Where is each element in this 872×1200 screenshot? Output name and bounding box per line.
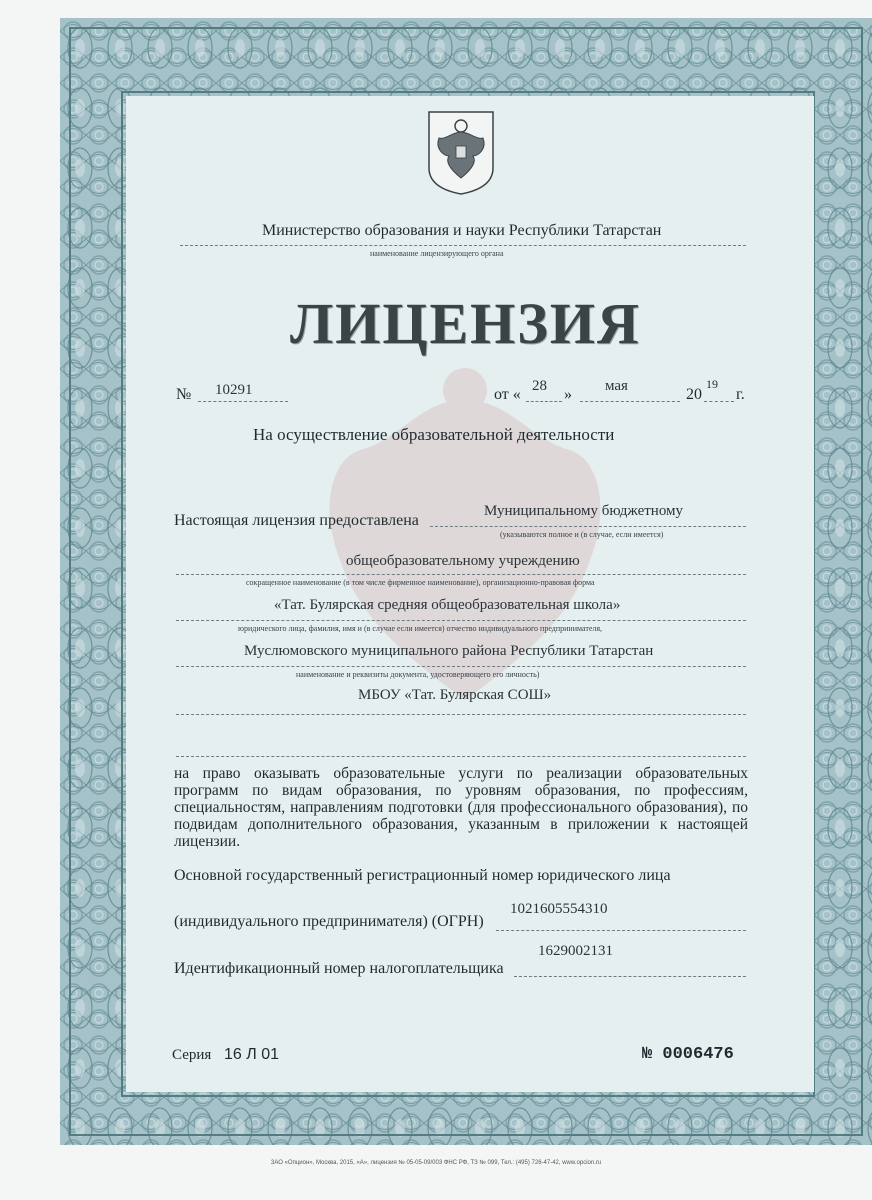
org-name-line3: «Тат. Булярская средняя общеобразовательная школа»: [274, 597, 621, 613]
blank-underline: [176, 756, 746, 757]
inn-value: 1629002131: [538, 943, 613, 959]
caption-2: сокращенное наименование (в том числе фирменное наименование), организационно-правовая форма: [246, 578, 595, 587]
inn-underline: [514, 976, 746, 977]
granted-label: Настоящая лицензия предоставлена: [174, 512, 419, 529]
license-subject: На осуществление образовательной деятельности: [253, 425, 615, 444]
date-close: »: [564, 386, 572, 403]
date-day: 28: [532, 378, 547, 394]
authority-caption: наименование лицензирующего органа: [370, 249, 504, 258]
inn-label: Идентификационный номер налогоплательщика: [174, 960, 504, 977]
org-name-line1: Муниципальному бюджетному: [484, 503, 684, 519]
number-prefix: №: [176, 386, 192, 403]
coat-of-arms-watermark-icon: [300, 360, 630, 740]
org-short-name: МБОУ «Тат. Булярская СОШ»: [358, 687, 552, 703]
org-line2-underline: [176, 574, 746, 575]
coat-of-arms-icon: [425, 110, 497, 196]
caption-1: (указываются полное и (в случае, если имеется): [500, 530, 664, 539]
org-short-underline: [176, 714, 746, 715]
org-name-line2: общеобразовательному учреждению: [346, 553, 580, 569]
year-underline: [704, 401, 734, 402]
year-g: г.: [736, 386, 745, 403]
caption-3: юридического лица, фамилия, имя и (в случае если имеется) отчество индивидуального предпринимателя,: [238, 624, 603, 633]
number-underline: [198, 401, 288, 402]
org-line4-underline: [176, 666, 746, 667]
year-suffix: 19: [706, 377, 718, 391]
ogrn-label-line1: Основной государственный регистрационный номер юридического лица: [174, 867, 671, 884]
org-line1-underline: [430, 526, 746, 527]
rights-paragraph: на право оказывать образовательные услуги по реализации образовательных программ по видам образования, по уровням образования, по профессиям, специальностям, направлениям подготовки (для профессионального образования), по подвидам дополнительного образования, указанным в приложении к настоящей лицензии.: [174, 765, 748, 850]
license-number: 10291: [215, 382, 253, 398]
ogrn-underline: [496, 930, 746, 931]
day-underline: [526, 401, 562, 402]
document-title: ЛИЦЕНЗИЯ: [290, 291, 641, 356]
ogrn-label-line2: (индивидуального предпринимателя) (ОГРН): [174, 913, 484, 930]
series-label: Серия: [172, 1047, 212, 1063]
year-prefix: 20: [686, 386, 702, 403]
date-from: от «: [494, 386, 521, 403]
licensing-authority: Министерство образования и науки Республики Татарстан: [262, 222, 662, 239]
org-name-line4: Муслюмовского муниципального района Республики Татарстан: [244, 643, 654, 659]
date-month: мая: [605, 378, 628, 394]
printer-note: ЗАО «Опцион», Москва, 2015, «А», лицензия № 05-05-09/003 ФНС РФ, ТЗ № 099, Тел.: (495) 726-47-42, www.opcion.ru: [270, 1160, 602, 1166]
month-underline: [580, 401, 680, 402]
caption-4: наименование и реквизиты документа, удостоверяющего его личность): [296, 670, 540, 679]
org-line3-underline: [176, 620, 746, 621]
authority-underline: [180, 245, 746, 246]
ogrn-value: 1021605554310: [510, 901, 608, 917]
series-value: 16 Л 01: [224, 1046, 279, 1063]
blank-number: № 0006476: [642, 1045, 734, 1064]
